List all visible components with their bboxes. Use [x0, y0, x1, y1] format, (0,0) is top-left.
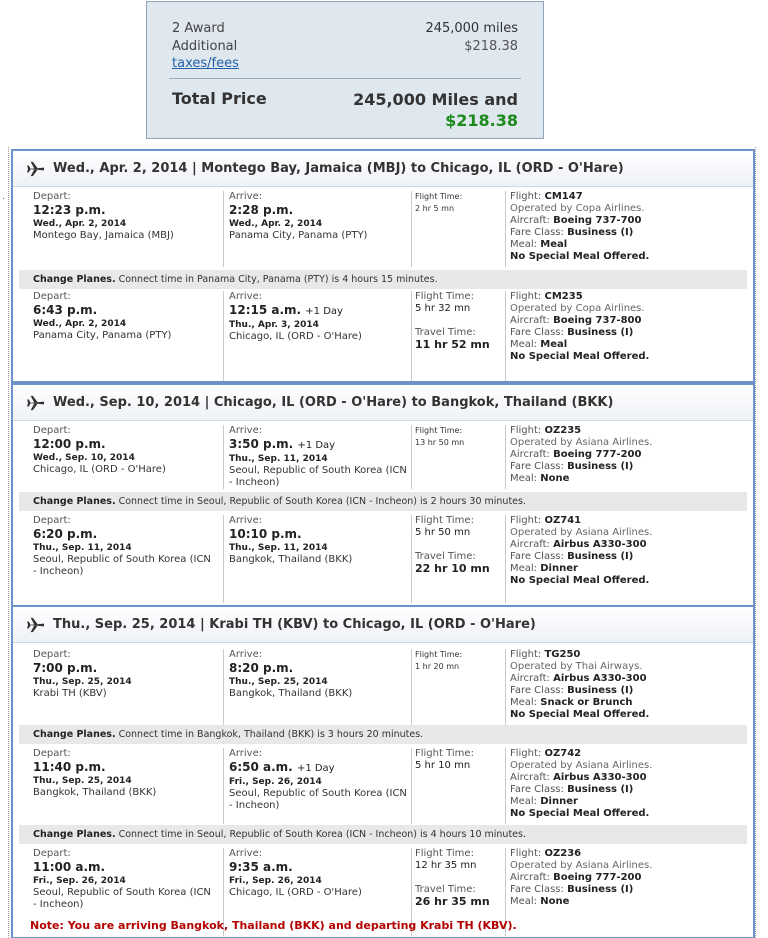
total-miles: 245,000 Miles and	[353, 90, 518, 109]
arrive-col	[223, 515, 408, 603]
arrive-label: Arrive:	[229, 425, 263, 436]
flight-info-col	[505, 425, 745, 489]
fare-class-value: Business (I)	[567, 227, 634, 238]
flight-segment	[19, 425, 747, 489]
meal-label: Meal:	[510, 697, 538, 708]
meal-label: Meal:	[510, 563, 538, 574]
flight-label: Flight:	[510, 848, 542, 859]
flight-time-value: 1 hr 20 mn	[415, 662, 460, 671]
aircraft-value: Airbus A330-300	[553, 673, 647, 684]
aircraft-label: Aircraft:	[510, 872, 550, 883]
flight-info-col	[505, 848, 745, 936]
special-meal: No Special Meal Offered.	[510, 251, 650, 262]
depart-time: 7:00 p.m.	[33, 661, 98, 675]
fare-class-label: Fare Class:	[510, 551, 564, 562]
special-meal: No Special Meal Offered.	[510, 351, 650, 362]
arrive-time	[229, 437, 408, 453]
slice-title: Wed., Sep. 10, 2014 | Chicago, IL (ORD - O'Hare) to Bangkok, Thailand (BKK)	[53, 395, 614, 410]
flight-info-col	[505, 191, 745, 267]
operated-by: Operated by Asiana Airlines.	[510, 760, 653, 771]
fare-class-label: Fare Class:	[510, 685, 564, 696]
flight-time-label: Flight Time:	[415, 848, 474, 859]
meal-value: None	[540, 473, 570, 484]
flight-time-label: Flight Time:	[415, 748, 474, 759]
depart-col	[33, 748, 213, 799]
operated-by: Operated by Asiana Airlines.	[510, 527, 653, 538]
flight-segment	[19, 291, 747, 381]
flight-time-col	[411, 748, 503, 824]
operated-by: Operated by Asiana Airlines.	[510, 437, 653, 448]
meal-value: Meal	[540, 239, 568, 250]
arrive-time-value: 10:10 p.m.	[229, 527, 302, 541]
change-planes-label: Change Planes.	[33, 274, 116, 285]
special-meal: No Special Meal Offered.	[510, 575, 650, 586]
arrive-time	[229, 303, 408, 319]
meal-label: Meal:	[510, 339, 538, 350]
flight-number: OZ236	[544, 848, 582, 859]
arrive-label: Arrive:	[229, 191, 263, 202]
flight-segment	[19, 515, 747, 603]
total-amount: $218.38	[445, 111, 518, 130]
arrive-col	[223, 748, 408, 824]
depart-label: Depart:	[33, 191, 71, 202]
special-meal: No Special Meal Offered.	[510, 709, 650, 720]
aircraft-label: Aircraft:	[510, 449, 550, 460]
arrive-place: Bangkok, Thailand (BKK)	[229, 688, 353, 699]
depart-place: Seoul, Republic of South Korea (ICN - Incheon)	[33, 554, 211, 577]
flight-time-value: 5 hr 32 mn	[415, 303, 471, 314]
arrive-place: Seoul, Republic of South Korea (ICN - Incheon)	[229, 465, 407, 488]
fare-class-value: Business (I)	[567, 784, 634, 795]
depart-date: Thu., Sep. 25, 2014	[33, 677, 132, 687]
depart-date: Thu., Sep. 11, 2014	[33, 543, 132, 553]
flight-time-value: 12 hr 35 mn	[415, 860, 477, 871]
travel-time-label: Travel Time:	[415, 551, 476, 562]
depart-place: Seoul, Republic of South Korea (ICN - Incheon)	[33, 887, 211, 910]
aircraft-value: Airbus A330-300	[553, 539, 647, 550]
meal-value: Dinner	[540, 796, 578, 807]
change-planes-bar	[19, 492, 747, 511]
arrive-time	[229, 203, 408, 218]
change-planes-label: Change Planes.	[33, 496, 116, 507]
flight-label: Flight:	[510, 425, 542, 436]
flight-number: CM147	[544, 191, 583, 202]
flight-time-value: 5 hr 10 mn	[415, 760, 471, 771]
slice-header	[13, 607, 753, 643]
aircraft-label: Aircraft:	[510, 539, 550, 550]
depart-label: Depart:	[33, 425, 71, 436]
flight-segment	[19, 191, 747, 267]
depart-time: 12:00 p.m.	[33, 437, 106, 451]
arrive-label: Arrive:	[229, 515, 263, 526]
arrive-label: Arrive:	[229, 748, 263, 759]
flight-time-label: Flight Time:	[415, 426, 463, 435]
arrive-label: Arrive:	[229, 649, 263, 660]
aircraft-value: Boeing 777-200	[553, 872, 642, 883]
aircraft-value: Boeing 737-800	[553, 315, 642, 326]
depart-label: Depart:	[33, 848, 71, 859]
depart-label: Depart:	[33, 748, 71, 759]
aircraft-value: Boeing 737-700	[553, 215, 642, 226]
total-price-label: Total Price	[172, 89, 267, 108]
change-planes-bar	[19, 725, 747, 744]
slice	[11, 383, 755, 607]
total-price-value	[353, 89, 518, 131]
fare-class-value: Business (I)	[567, 551, 634, 562]
depart-place: Krabi TH (KBV)	[33, 688, 107, 699]
meal-label: Meal:	[510, 896, 538, 907]
arrive-time	[229, 760, 408, 776]
additional-row	[172, 39, 518, 54]
change-planes-label: Change Planes.	[33, 829, 116, 840]
aircraft-label: Aircraft:	[510, 772, 550, 783]
depart-date: Wed., Apr. 2, 2014	[33, 219, 127, 229]
flight-time-value: 5 hr 50 mn	[415, 527, 471, 538]
depart-time: 12:23 p.m.	[33, 203, 106, 217]
depart-col	[33, 291, 213, 342]
flight-label: Flight:	[510, 649, 542, 660]
arrival-departure-note: Note: You are arriving Bangkok, Thailand (BKK) and departing Krabi TH (KBV).	[30, 919, 517, 932]
arrive-date: Wed., Apr. 2, 2014	[229, 219, 323, 229]
plus-day: +1 Day	[296, 763, 335, 774]
airplane-icon	[27, 617, 45, 633]
fare-class-value: Business (I)	[567, 884, 634, 895]
flight-time-label: Flight Time:	[415, 291, 474, 302]
operated-by: Operated by Thai Airways.	[510, 661, 643, 672]
slice-title: Thu., Sep. 25, 2014 | Krabi TH (KBV) to Chicago, IL (ORD - O'Hare)	[53, 617, 536, 632]
meal-label: Meal:	[510, 473, 538, 484]
arrive-col	[223, 425, 408, 489]
depart-label: Depart:	[33, 649, 71, 660]
connect-time-text: Connect time in Panama City, Panama (PTY) is 4 hours 15 minutes.	[118, 274, 438, 285]
arrive-date: Thu., Apr. 3, 2014	[229, 320, 319, 330]
arrive-time-value: 2:28 p.m.	[229, 203, 294, 217]
depart-col	[33, 649, 213, 700]
change-planes-bar	[19, 825, 747, 844]
flight-info-col	[505, 748, 745, 824]
slice-title: Wed., Apr. 2, 2014 | Montego Bay, Jamaica (MBJ) to Chicago, IL (ORD - O'Hare)	[53, 161, 624, 176]
flight-number: CM235	[544, 291, 583, 302]
arrive-time-value: 3:50 p.m.	[229, 437, 294, 451]
depart-col	[33, 848, 213, 911]
airplane-icon	[27, 395, 45, 411]
depart-time: 6:43 p.m.	[33, 303, 98, 317]
depart-place: Panama City, Panama (PTY)	[33, 330, 172, 341]
arrive-time-value: 8:20 p.m.	[229, 661, 294, 675]
additional-amount: $218.38	[464, 39, 518, 54]
depart-date: Wed., Sep. 10, 2014	[33, 453, 135, 463]
aircraft-value: Airbus A330-300	[553, 772, 647, 783]
travel-time-value: 11 hr 52 mn	[415, 338, 490, 351]
arrive-date: Fri., Sep. 26, 2014	[229, 876, 322, 886]
travel-time-value: 26 hr 35 mn	[415, 895, 490, 908]
price-summary	[146, 1, 544, 139]
change-planes-label: Change Planes.	[33, 729, 116, 740]
depart-col	[33, 515, 213, 578]
fare-class-label: Fare Class:	[510, 884, 564, 895]
depart-date: Thu., Sep. 25, 2014	[33, 776, 132, 786]
aircraft-label: Aircraft:	[510, 315, 550, 326]
slice-header	[13, 151, 753, 187]
arrive-date: Thu., Sep. 11, 2014	[229, 454, 328, 464]
flight-label: Flight:	[510, 291, 542, 302]
connect-time-text: Connect time in Seoul, Republic of South Korea (ICN - Incheon) is 4 hours 10 minutes.	[118, 829, 526, 840]
fare-class-label: Fare Class:	[510, 461, 564, 472]
depart-place: Bangkok, Thailand (BKK)	[33, 787, 157, 798]
depart-place: Montego Bay, Jamaica (MBJ)	[33, 230, 174, 241]
arrive-date: Thu., Sep. 25, 2014	[229, 677, 328, 687]
arrive-date: Fri., Sep. 26, 2014	[229, 777, 322, 787]
flight-time-value: 2 hr 5 mn	[415, 204, 455, 213]
arrive-time	[229, 527, 408, 542]
margin-mark: .	[2, 192, 5, 202]
award-miles: 245,000 miles	[425, 21, 518, 36]
flight-segment	[19, 649, 747, 725]
arrive-time-value: 12:15 a.m.	[229, 303, 302, 317]
flight-label: Flight:	[510, 748, 542, 759]
flight-info-col	[505, 291, 745, 381]
award-row	[172, 21, 518, 36]
flight-time-col	[411, 425, 503, 489]
operated-by: Operated by Copa Airlines.	[510, 203, 645, 214]
fare-class-label: Fare Class:	[510, 327, 564, 338]
travel-time-label: Travel Time:	[415, 327, 476, 338]
airplane-icon	[27, 161, 45, 177]
depart-time: 11:40 p.m.	[33, 760, 106, 774]
depart-place: Chicago, IL (ORD - O'Hare)	[33, 464, 166, 475]
connect-time-text: Connect time in Seoul, Republic of South Korea (ICN - Incheon) is 2 hours 30 minutes.	[118, 496, 526, 507]
arrive-col	[223, 191, 408, 267]
flight-number: OZ235	[544, 425, 582, 436]
flight-label: Flight:	[510, 515, 542, 526]
depart-date: Wed., Apr. 2, 2014	[33, 319, 127, 329]
meal-label: Meal:	[510, 796, 538, 807]
flight-label: Flight:	[510, 191, 542, 202]
flight-info-col	[505, 649, 745, 725]
flight-time-col	[411, 649, 503, 725]
depart-label: Depart:	[33, 291, 71, 302]
fare-class-label: Fare Class:	[510, 227, 564, 238]
fare-class-value: Business (I)	[567, 327, 634, 338]
flight-time-col	[411, 291, 503, 381]
change-planes-bar	[19, 270, 747, 289]
flight-info-col	[505, 515, 745, 603]
meal-label: Meal:	[510, 239, 538, 250]
arrive-col	[223, 649, 408, 725]
slice	[11, 605, 755, 938]
depart-time: 11:00 a.m.	[33, 860, 106, 874]
flight-number: OZ741	[544, 515, 582, 526]
arrive-date: Thu., Sep. 11, 2014	[229, 543, 328, 553]
flight-time-col	[411, 515, 503, 603]
arrive-place: Chicago, IL (ORD - O'Hare)	[229, 887, 362, 898]
flight-number: OZ742	[544, 748, 582, 759]
aircraft-value: Boeing 777-200	[553, 449, 642, 460]
arrive-time	[229, 860, 408, 875]
slice-header	[13, 385, 753, 421]
taxes-fees-link[interactable]: taxes/fees	[172, 56, 239, 71]
depart-label: Depart:	[33, 515, 71, 526]
price-divider	[169, 78, 521, 79]
arrive-label: Arrive:	[229, 848, 263, 859]
flight-time-value: 13 hr 50 mn	[415, 438, 465, 447]
aircraft-label: Aircraft:	[510, 673, 550, 684]
special-meal: No Special Meal Offered.	[510, 808, 650, 819]
arrive-time	[229, 661, 408, 676]
flight-time-col	[411, 191, 503, 267]
travel-time-label: Travel Time:	[415, 884, 476, 895]
slice	[11, 149, 755, 383]
flight-segment	[19, 748, 747, 824]
arrive-place: Panama City, Panama (PTY)	[229, 230, 368, 241]
flight-time-label: Flight Time:	[415, 515, 474, 526]
aircraft-label: Aircraft:	[510, 215, 550, 226]
depart-time: 6:20 p.m.	[33, 527, 98, 541]
fare-class-value: Business (I)	[567, 461, 634, 472]
travel-time-value: 22 hr 10 mn	[415, 562, 490, 575]
meal-value: None	[540, 896, 570, 907]
itinerary	[8, 147, 756, 938]
arrive-time-value: 9:35 a.m.	[229, 860, 293, 874]
operated-by: Operated by Asiana Airlines.	[510, 860, 653, 871]
fare-class-value: Business (I)	[567, 685, 634, 696]
arrive-col	[223, 291, 408, 381]
award-label: 2 Award	[172, 21, 225, 36]
arrive-place: Seoul, Republic of South Korea (ICN - Incheon)	[229, 788, 407, 811]
flight-number: TG250	[544, 649, 581, 660]
meal-value: Dinner	[540, 563, 578, 574]
depart-col	[33, 425, 213, 476]
connect-time-text: Connect time in Bangkok, Thailand (BKK) is 3 hours 20 minutes.	[118, 729, 424, 740]
arrive-time-value: 6:50 a.m.	[229, 760, 293, 774]
arrive-place: Bangkok, Thailand (BKK)	[229, 554, 353, 565]
meal-value: Meal	[540, 339, 568, 350]
arrive-place: Chicago, IL (ORD - O'Hare)	[229, 331, 362, 342]
arrive-label: Arrive:	[229, 291, 263, 302]
meal-value: Snack or Brunch	[540, 697, 633, 708]
fare-class-label: Fare Class:	[510, 784, 564, 795]
additional-label: Additional	[172, 39, 238, 54]
flight-time-label: Flight Time:	[415, 192, 463, 201]
depart-col	[33, 191, 213, 242]
plus-day: +1 Day	[297, 440, 336, 451]
depart-date: Fri., Sep. 26, 2014	[33, 876, 126, 886]
flight-time-label: Flight Time:	[415, 650, 463, 659]
plus-day: +1 Day	[305, 306, 343, 317]
operated-by: Operated by Copa Airlines.	[510, 303, 645, 314]
